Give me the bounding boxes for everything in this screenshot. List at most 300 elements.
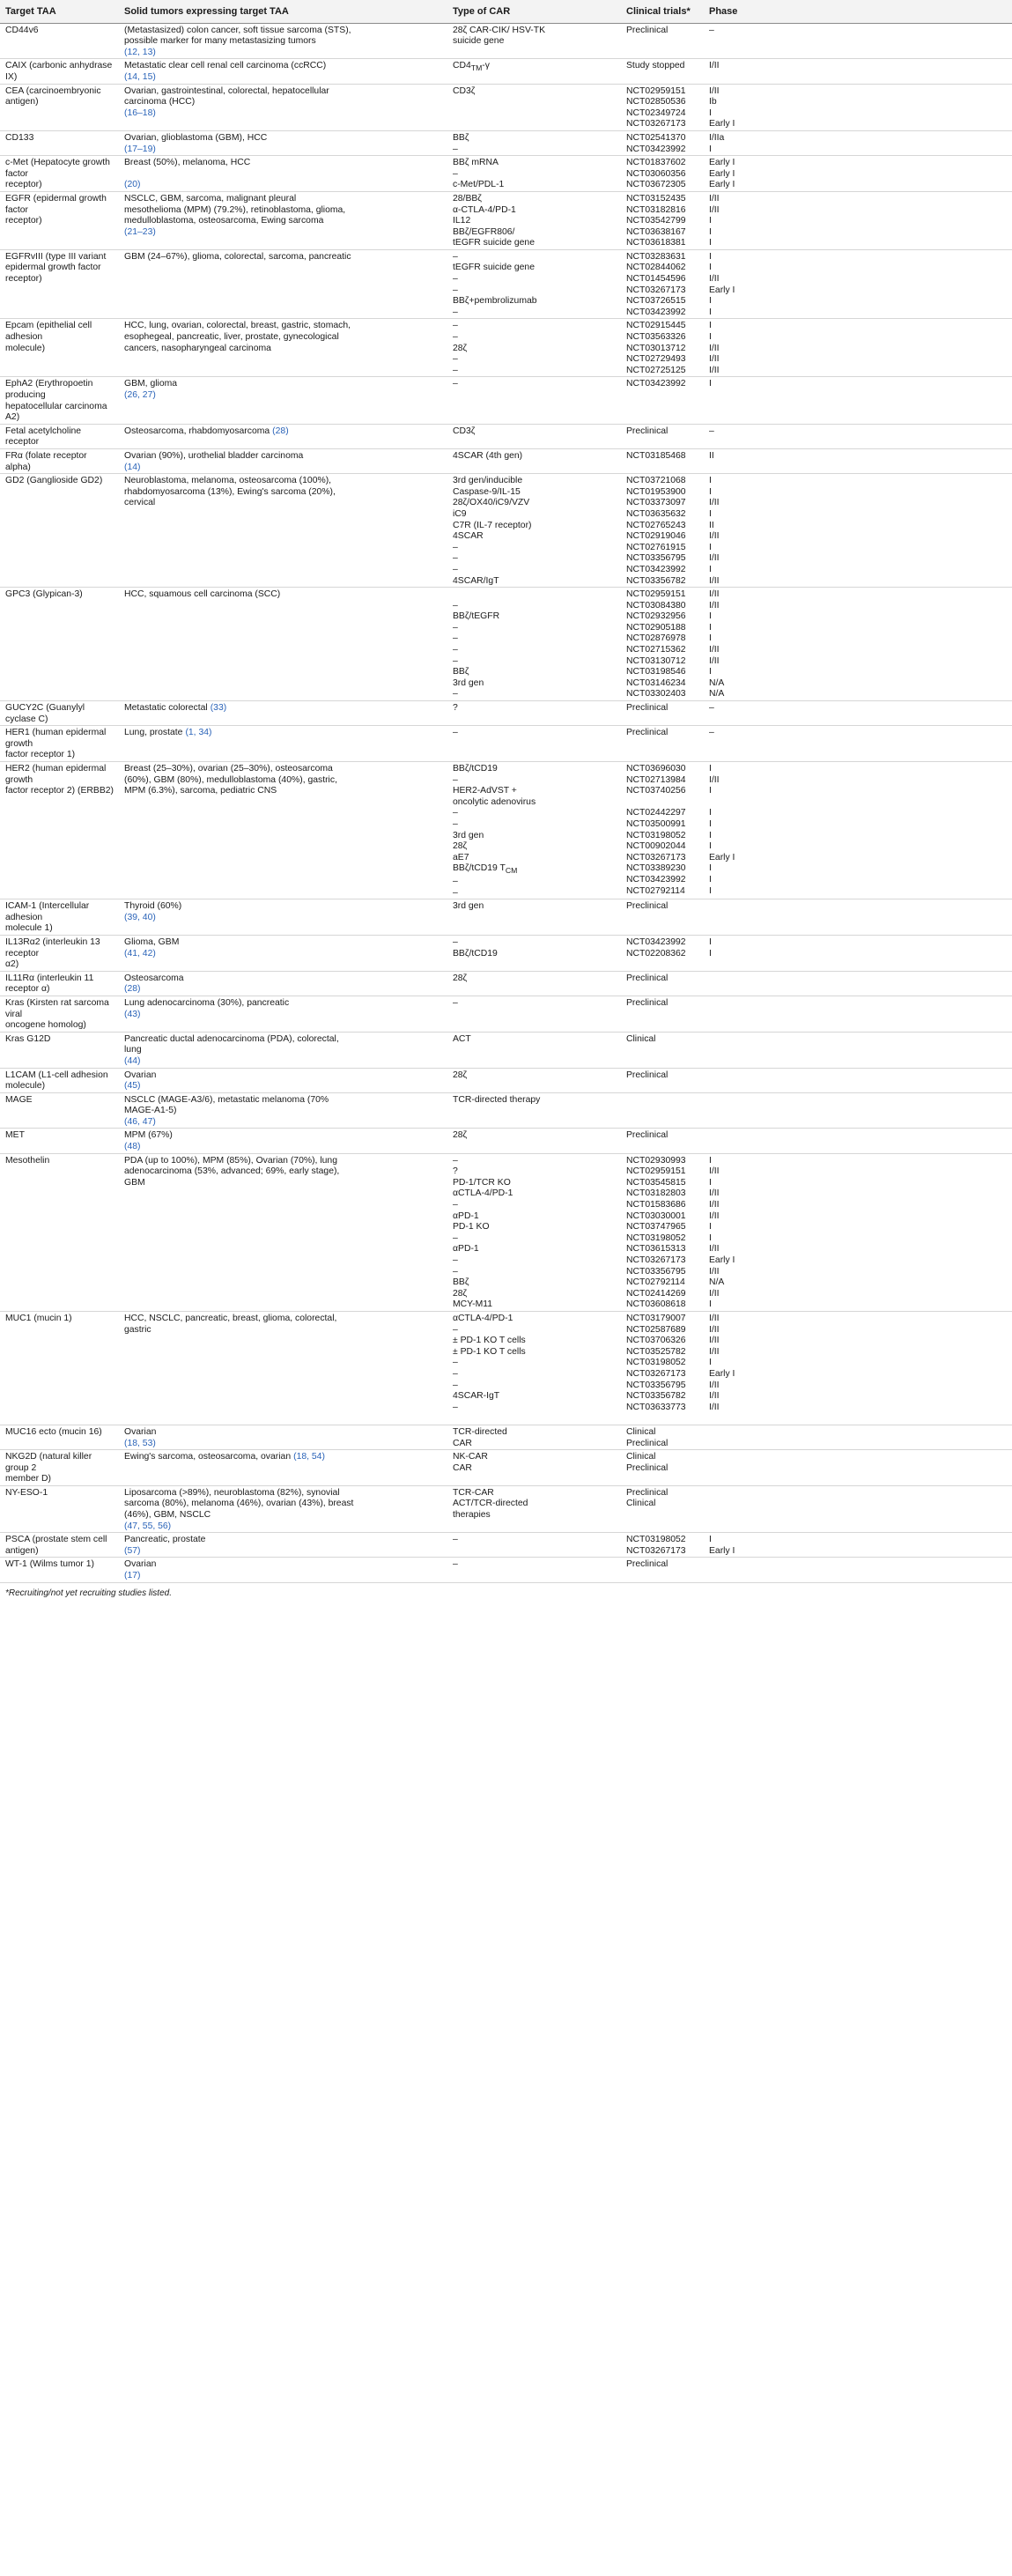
- car-cell-line: BBζ/tEGFR: [453, 611, 500, 622]
- phase-cell-line: I: [709, 307, 712, 317]
- car-cell-line: –: [453, 600, 458, 611]
- target-cell: [0, 156, 119, 192]
- table-row: [0, 191, 1012, 249]
- trials-cell-line: NCT03185468: [626, 450, 686, 461]
- phase-cell-line: Early I: [709, 1368, 735, 1379]
- phase-cell-line: I: [709, 476, 712, 486]
- car-cell-line: 3rd gen: [453, 901, 484, 912]
- trials-cell-line: Preclinical: [626, 973, 669, 983]
- tumor-cell-line: cervical: [124, 498, 156, 508]
- phase-cell: [704, 1485, 1012, 1532]
- tumor-cell-line: [124, 48, 442, 59]
- car-cell-line: CD3ζ: [453, 85, 476, 96]
- phase-cell: [704, 1068, 1012, 1092]
- tumor-cell-line: Glioma, GBM: [124, 936, 180, 947]
- trials-cell-line: NCT03267173: [626, 852, 686, 862]
- header-car: Type of CAR: [447, 0, 621, 23]
- phase-cell-line: I/II: [709, 575, 720, 586]
- trials-cell-line: Clinical: [626, 1499, 656, 1509]
- target-cell-line: c-Met (Hepatocyte growth factor: [5, 158, 110, 179]
- car-cell: [447, 1032, 621, 1068]
- target-cell-line: antigen): [5, 1545, 39, 1556]
- trials-cell-line: NCT03638167: [626, 226, 686, 237]
- car-cell: [447, 130, 621, 155]
- phase-cell-line: I: [709, 564, 712, 574]
- target-cell-line: molecule 1): [5, 923, 53, 934]
- car-cell-line: –: [453, 274, 458, 285]
- trials-cell-line: NCT01583686: [626, 1200, 686, 1210]
- car-cell: [447, 701, 621, 726]
- trials-cell: [621, 996, 704, 1032]
- tumor-cell: [119, 1533, 447, 1558]
- trials-cell-line: NCT03267173: [626, 1545, 686, 1556]
- tumor-cell-line: (46%), GBM, NSCLC: [124, 1510, 211, 1521]
- reference-link[interactable]: (17–19): [124, 144, 156, 154]
- tumor-cell: [119, 59, 447, 84]
- trials-cell: [621, 762, 704, 899]
- target-cell-line: FRα (folate receptor alpha): [5, 450, 87, 472]
- phase-cell-line: [709, 1095, 1007, 1107]
- car-cell-line: –: [453, 1535, 458, 1545]
- table-row: [0, 23, 1012, 59]
- reference-link[interactable]: (28): [124, 984, 141, 995]
- phase-cell: [704, 588, 1012, 701]
- car-cell-line: –: [453, 307, 458, 317]
- tumor-cell-line: [124, 521, 442, 532]
- car-cell-line: ± PD-1 KO T cells: [453, 1346, 526, 1357]
- reference-link[interactable]: (21–23): [124, 226, 156, 237]
- header-phase: Phase: [704, 0, 1012, 23]
- trials-cell-line: NCT02729493: [626, 354, 686, 365]
- tumor-cell-line: esophegeal, pancreatic, liver, prostate, gynecological: [124, 332, 339, 343]
- table-row: [0, 588, 1012, 701]
- trials-cell-line: NCT02761915: [626, 542, 686, 552]
- trials-cell-line: NCT03060356: [626, 168, 686, 179]
- trials-cell-line: NCT02959151: [626, 85, 686, 96]
- tumor-cell-line: [124, 463, 442, 474]
- trials-cell-line: NCT03013712: [626, 343, 686, 353]
- car-cell-line: 28ζ: [453, 1288, 468, 1299]
- phase-cell-line: Early I: [709, 852, 735, 862]
- car-cell-line: CAR: [453, 1438, 472, 1448]
- table-row: [0, 474, 1012, 588]
- car-cell-line: –: [453, 1358, 458, 1368]
- reference-link[interactable]: (41, 42): [124, 948, 156, 959]
- trials-cell-line: NCT03389230: [626, 863, 686, 874]
- target-cell: [0, 191, 119, 249]
- car-cell-line: –: [453, 564, 458, 574]
- trials-cell: [621, 899, 704, 936]
- tumor-cell-line: [124, 354, 442, 366]
- tumor-cell-line: [124, 831, 442, 842]
- trials-cell: [621, 319, 704, 377]
- trials-cell-line: NCT02905188: [626, 622, 686, 633]
- table-row: [0, 899, 1012, 936]
- phase-cell-line: I: [709, 633, 712, 644]
- phase-cell: [704, 1032, 1012, 1068]
- tumor-cell-line: [124, 1347, 442, 1358]
- trials-cell-line: NCT03608618: [626, 1299, 686, 1310]
- phase-cell-line: I: [709, 936, 712, 947]
- trials-cell: [621, 156, 704, 192]
- trials-cell-line: NCT02959151: [626, 1166, 686, 1177]
- trials-cell: [621, 448, 704, 473]
- tumor-cell-line: [124, 1391, 442, 1403]
- trials-cell-line: NCT03130712: [626, 655, 686, 666]
- tumor-cell-line: HCC, squamous cell carcinoma (SCC): [124, 589, 281, 600]
- phase-cell-line: I/II: [709, 85, 720, 96]
- target-cell: [0, 249, 119, 319]
- phase-cell-line: II: [709, 520, 714, 530]
- trials-cell-line: NCT03542799: [626, 216, 686, 226]
- phase-cell-line: I: [709, 332, 712, 343]
- tumor-cell-line: HCC, lung, ovarian, colorectal, breast, gastric, stomach,: [124, 321, 351, 331]
- trials-cell: [621, 1092, 704, 1129]
- target-cell: [0, 935, 119, 971]
- trials-cell: [621, 59, 704, 84]
- car-cell-line: TCR-directed: [453, 1426, 507, 1437]
- tumor-cell: [119, 448, 447, 473]
- trials-cell-line: NCT03423992: [626, 564, 686, 574]
- header-trials: Clinical trials*: [621, 0, 704, 23]
- phase-cell-line: I/II: [709, 1313, 720, 1323]
- phase-cell-line: I: [709, 486, 712, 497]
- tumor-cell-line: [124, 623, 442, 634]
- tumor-cell-line: MPM (6.3%), sarcoma, pediatric CNS: [124, 786, 277, 796]
- tumor-cell-line: [124, 390, 442, 402]
- target-cell: [0, 130, 119, 155]
- tumor-cell-line: [124, 949, 442, 960]
- tumor-cell-line: [124, 1222, 442, 1233]
- car-cell-line: –: [453, 645, 458, 655]
- car-cell-line: IL12: [453, 216, 471, 226]
- phase-cell-line: I: [709, 1177, 712, 1188]
- trials-cell-line: NCT03267173: [626, 285, 686, 295]
- tumor-cell-line: GBM, glioma: [124, 379, 178, 389]
- phase-cell-line: I: [709, 1155, 712, 1166]
- tumor-cell-line: [124, 819, 442, 831]
- car-cell: [447, 935, 621, 971]
- trials-cell-line: [626, 1095, 698, 1107]
- trials-cell: [621, 84, 704, 130]
- reference-link[interactable]: (45): [124, 1081, 141, 1092]
- car-cell-line: –: [453, 1155, 458, 1166]
- target-cell-line: NKG2D (natural killer group 2: [5, 1452, 92, 1473]
- target-cell-line: MUC16 ecto (mucin 16): [5, 1426, 102, 1437]
- table-row: [0, 1311, 1012, 1425]
- target-cell-line: PSCA (prostate stem cell: [5, 1535, 107, 1545]
- car-cell: [447, 1425, 621, 1449]
- phase-cell: [704, 1092, 1012, 1129]
- target-cell: [0, 899, 119, 936]
- trials-cell-line: Preclinical: [626, 1130, 669, 1141]
- target-cell: [0, 23, 119, 59]
- trials-cell: [621, 1533, 704, 1558]
- car-cell-line: BBζ/EGFR806/: [453, 226, 515, 237]
- tumor-cell-line: [124, 144, 442, 156]
- tumor-cell: [119, 319, 447, 377]
- phase-cell: [704, 701, 1012, 726]
- phase-cell-line: I: [709, 1358, 712, 1368]
- tumor-cell-line: GBM: [124, 1177, 145, 1188]
- trials-cell-line: NCT00902044: [626, 841, 686, 852]
- target-cell: [0, 377, 119, 424]
- tumor-cell-line: [124, 227, 442, 239]
- trials-cell-line: NCT03721068: [626, 476, 686, 486]
- car-cell-line: –: [453, 1255, 458, 1266]
- table-header-row: [0, 0, 1012, 23]
- tumor-cell: [119, 1129, 447, 1153]
- trials-cell-line: NCT02932956: [626, 611, 686, 622]
- reference-link[interactable]: (46, 47): [124, 1116, 156, 1127]
- reference-link[interactable]: (20): [124, 180, 141, 190]
- phase-cell: [704, 1129, 1012, 1153]
- phase-cell-line: I/IIa: [709, 132, 725, 143]
- phase-cell: [704, 1450, 1012, 1486]
- car-cell: [447, 319, 621, 377]
- phase-cell: [704, 726, 1012, 762]
- tumor-cell-line: cancers, nasopharyngeal carcinoma: [124, 343, 271, 353]
- tumor-cell-line: [124, 263, 442, 274]
- table-row: [0, 1533, 1012, 1558]
- reference-link[interactable]: (28): [272, 426, 289, 436]
- car-cell-line: CAR: [453, 1462, 472, 1473]
- target-cell-line: receptor): [5, 216, 42, 226]
- car-cell-line: αCTLA-4/PD-1: [453, 1188, 513, 1199]
- phase-cell-line: –: [709, 728, 714, 738]
- phase-cell: [704, 971, 1012, 996]
- target-cell: [0, 588, 119, 701]
- trials-cell-line: NCT03696030: [626, 764, 686, 774]
- reference-link[interactable]: (44): [124, 1055, 141, 1066]
- reference-link[interactable]: (47, 55, 56): [124, 1521, 172, 1531]
- phase-cell-line: I/II: [709, 1380, 720, 1390]
- table-row: [0, 1032, 1012, 1068]
- tumor-cell-line: [124, 984, 442, 996]
- phase-cell-line: I/II: [709, 193, 720, 204]
- trials-cell-line: NCT02844062: [626, 263, 686, 273]
- trials-cell: [621, 474, 704, 588]
- target-cell: [0, 1533, 119, 1558]
- car-cell-line: BBζ/tCD19 $T_{CM}$: [453, 863, 518, 876]
- trials-cell-line: NCT03747965: [626, 1222, 686, 1232]
- tumor-cell-line: Thyroid (60%): [124, 901, 182, 912]
- trials-cell-line: NCT03356782: [626, 575, 686, 586]
- tumor-cell-line: [124, 169, 442, 181]
- phase-cell: [704, 377, 1012, 424]
- table-row: [0, 156, 1012, 192]
- car-cell: [447, 899, 621, 936]
- reference-link[interactable]: (14): [124, 462, 141, 472]
- phase-cell-line: I/II: [709, 589, 720, 600]
- phase-cell-line: I: [709, 542, 712, 552]
- target-cell-line: CD44v6: [5, 25, 39, 35]
- reference-link[interactable]: (48): [124, 1142, 141, 1152]
- tumor-cell: [119, 130, 447, 155]
- phase-cell-line: I/II: [709, 1188, 720, 1199]
- tumor-cell-line: sarcoma (80%), melanoma (46%), ovarian (43%), breast: [124, 1499, 354, 1509]
- tumor-cell-line: [124, 531, 442, 543]
- phase-cell-line: I: [709, 216, 712, 226]
- phase-cell-line: [709, 797, 1007, 809]
- trials-cell-line: Preclinical: [626, 703, 669, 714]
- car-cell-line: 3rd gen: [453, 830, 484, 840]
- tumor-cell-line: carcinoma (HCC): [124, 97, 196, 107]
- tumor-cell-line: [124, 509, 442, 521]
- car-cell: [447, 156, 621, 192]
- trials-cell-line: NCT03267173: [626, 119, 686, 130]
- phase-cell-line: I: [709, 667, 712, 677]
- tumor-cell-line: [124, 667, 442, 678]
- tumor-cell-line: [124, 1413, 442, 1425]
- table-row: [0, 84, 1012, 130]
- car-cell-line: –: [453, 728, 458, 738]
- reference-link[interactable]: (1, 34): [185, 728, 212, 738]
- car-cell-line: BBζ+pembrolizumab: [453, 296, 537, 307]
- phase-cell: [704, 1153, 1012, 1311]
- car-cell: [447, 377, 621, 424]
- reference-link[interactable]: (57): [124, 1545, 141, 1556]
- trials-cell-line: NCT03672305: [626, 180, 686, 190]
- car-cell-line: ?: [453, 703, 458, 714]
- phase-cell-line: I: [709, 251, 712, 262]
- trials-cell-line: NCT03198052: [626, 1358, 686, 1368]
- tumor-cell-line: medulloblastoma, osteosarcoma, Ewing sarcoma: [124, 216, 324, 226]
- phase-cell-line: I: [709, 144, 712, 154]
- reference-link[interactable]: (14, 15): [124, 71, 156, 82]
- phase-cell-line: I/II: [709, 774, 720, 785]
- trials-cell-line: Preclinical: [626, 1438, 669, 1448]
- trials-cell-line: NCT03152435: [626, 193, 686, 204]
- car-cell-line: BBζ: [453, 132, 469, 143]
- trials-cell-line: NCT03618381: [626, 238, 686, 248]
- car-cell-line: BBζ/tCD19: [453, 948, 498, 959]
- tumor-cell-line: [124, 611, 442, 623]
- reference-link[interactable]: (43): [124, 1009, 141, 1019]
- car-cell-line: aE7: [453, 852, 469, 862]
- car-cell: [447, 996, 621, 1032]
- tumor-cell-line: Ewing's sarcoma, osteosarcoma, ovarian: [124, 1452, 292, 1462]
- car-cell-line: 28ζ: [453, 343, 468, 353]
- phase-cell-line: I/II: [709, 531, 720, 542]
- trials-cell-line: NCT03356795: [626, 1380, 686, 1390]
- tumor-cell-line: [124, 1211, 442, 1223]
- car-cell-line: –: [453, 1402, 458, 1412]
- car-cell-line: suicide gene: [453, 36, 505, 47]
- trials-cell-line: NCT03423992: [626, 307, 686, 317]
- phase-cell: [704, 23, 1012, 59]
- phase-cell: [704, 84, 1012, 130]
- reference-link[interactable]: (18, 54): [293, 1452, 325, 1462]
- trials-cell-line: NCT02792114: [626, 885, 685, 896]
- phase-cell: [704, 156, 1012, 192]
- tumor-cell-line: Ovarian: [124, 1426, 157, 1437]
- tumor-cell-line: rhabdomyosarcoma (13%), Ewing's sarcoma (20%),: [124, 486, 336, 497]
- tumor-cell-line: [124, 1233, 442, 1245]
- car-cell-line: –: [453, 622, 458, 633]
- car-cell-line: iC9: [453, 508, 467, 519]
- tumor-cell-line: [124, 1010, 442, 1021]
- table-row: [0, 1068, 1012, 1092]
- phase-cell-line: I: [709, 611, 712, 622]
- phase-cell: [704, 935, 1012, 971]
- phase-cell-line: I/II: [709, 1244, 720, 1255]
- car-cell-line: –: [453, 354, 458, 365]
- tumor-cell-line: [124, 656, 442, 668]
- phase-cell-line: I/II: [709, 645, 720, 655]
- phase-cell-line: I: [709, 379, 712, 389]
- trials-cell-line: NCT03198546: [626, 667, 686, 677]
- trials-cell-line: NCT02959151: [626, 589, 686, 600]
- phase-cell-line: Early I: [709, 1255, 735, 1266]
- trials-cell-line: NCT03182803: [626, 1188, 686, 1199]
- car-cell-line: BBζ: [453, 667, 469, 677]
- car-cell-line: tEGFR suicide gene: [453, 263, 535, 273]
- tumor-cell-line: [124, 285, 442, 297]
- tumor-cell-line: Osteosarcoma, rhabdomyosarcoma: [124, 426, 270, 436]
- tumor-cell-line: [124, 108, 442, 120]
- tumor-cell-line: [124, 678, 442, 690]
- trials-cell: [621, 701, 704, 726]
- target-cell: [0, 1032, 119, 1068]
- reference-link[interactable]: (17): [124, 1571, 141, 1581]
- reference-link[interactable]: (39, 40): [124, 912, 156, 922]
- reference-link[interactable]: (18, 53): [124, 1438, 156, 1448]
- reference-link[interactable]: (16–18): [124, 107, 156, 118]
- tumor-cell-line: [124, 841, 442, 853]
- table-footnote: *Recruiting/not yet recruiting studies listed.: [5, 1588, 172, 1598]
- phase-cell: [704, 448, 1012, 473]
- target-cell-line: member D): [5, 1474, 51, 1484]
- reference-link[interactable]: (26, 27): [124, 390, 156, 400]
- target-cell-line: MUC1 (mucin 1): [5, 1313, 72, 1323]
- tumor-cell-line: [124, 645, 442, 656]
- car-cell-line: PD-1/TCR KO: [453, 1177, 511, 1188]
- reference-link[interactable]: (12, 13): [124, 47, 156, 57]
- target-cell: [0, 59, 119, 84]
- trials-cell-line: NCT03706326: [626, 1336, 686, 1346]
- tumor-cell-line: [124, 633, 442, 645]
- tumor-cell-line: [124, 1142, 442, 1153]
- phase-cell-line: I: [709, 238, 712, 248]
- phase-cell-line: [709, 998, 1007, 1010]
- car-cell-line: –: [453, 887, 458, 898]
- phase-cell-line: N/A: [709, 689, 725, 700]
- tumor-cell-line: Breast (25–30%), ovarian (25–30%), osteosarcoma: [124, 764, 333, 774]
- phase-cell-line: I: [709, 808, 712, 818]
- tumor-cell: [119, 1485, 447, 1532]
- tumor-cell-line: [124, 1571, 442, 1582]
- car-cell-line: c-Met/PDL-1: [453, 180, 505, 190]
- trials-cell-line: NCT02725125: [626, 365, 686, 375]
- tumor-cell-line: (60%), GBM (80%), medulloblastoma (40%), gastric,: [124, 774, 337, 785]
- phase-cell-line: I: [709, 1222, 712, 1232]
- trials-cell-line: NCT01454596: [626, 274, 686, 285]
- tumor-cell: [119, 84, 447, 130]
- trials-cell-line: NCT02208362: [626, 948, 686, 959]
- target-cell-line: Fetal acetylcholine receptor: [5, 426, 82, 448]
- trials-cell-line: NCT03283631: [626, 251, 686, 262]
- reference-link[interactable]: (33): [210, 703, 227, 714]
- phase-cell-line: [709, 1070, 1007, 1082]
- phase-cell-line: Early I: [709, 158, 735, 168]
- target-cell-line: L1CAM (L1-cell adhesion: [5, 1070, 108, 1080]
- tumor-cell-line: NSCLC (MAGE-A3/6), metastatic melanoma (70%: [124, 1094, 329, 1105]
- trials-cell-line: NCT03635632: [626, 508, 686, 519]
- phase-cell: [704, 1558, 1012, 1582]
- trials-cell: [621, 726, 704, 762]
- table-row: [0, 1425, 1012, 1449]
